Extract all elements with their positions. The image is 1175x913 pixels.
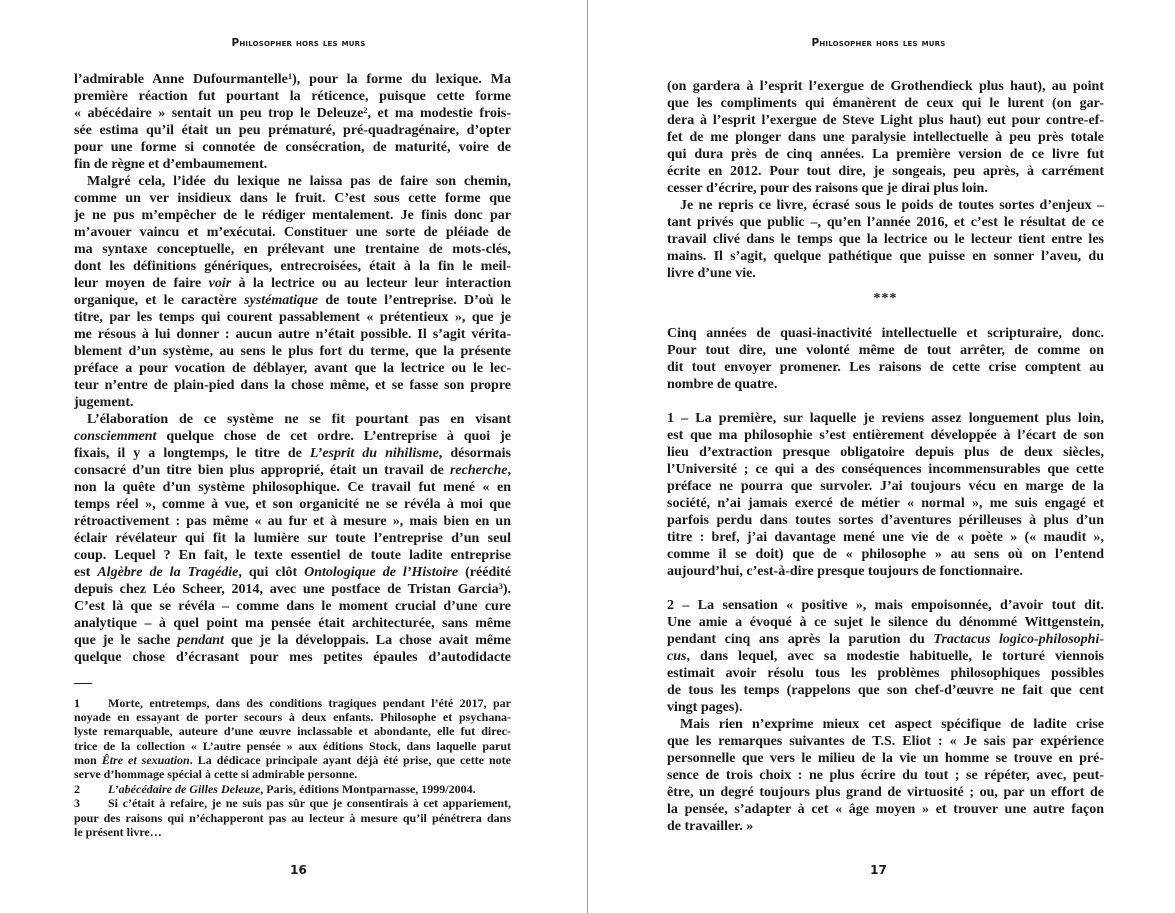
text-line xyxy=(74,445,511,462)
text-line xyxy=(74,649,511,666)
text-run: que les compliments qui émanèrent de ceux qui le lurent (on gar- xyxy=(667,95,1104,111)
text-run: éclair révélateur qui fit la lumière sur toute l’entreprise d’un seul xyxy=(74,530,511,546)
text-line xyxy=(74,88,511,105)
text-line xyxy=(74,615,511,632)
text-line xyxy=(667,699,1104,716)
text-run: comme il se doit) que de « philosophe » au sens où on l’entend xyxy=(667,546,1104,562)
text-line xyxy=(74,190,511,207)
text-line xyxy=(74,71,511,88)
text-run: est que ma philosophie s’est entièrement développée à l’écart de son xyxy=(667,427,1104,443)
text-run: parfois perdu dans toutes sortes d’aventures périlleuses à plus d’un xyxy=(667,512,1104,528)
text-run: temps réel », comme à vue, et son organicité ne se révéla à moi que xyxy=(74,496,511,512)
text-run: quelque chose d’écrasant pour mes petites épaules d’autodidacte xyxy=(74,649,511,665)
text-line xyxy=(74,581,511,598)
text-run: de travailler. » xyxy=(667,818,754,834)
body-text xyxy=(74,71,511,666)
italic-text: pendant xyxy=(177,632,224,648)
text-line xyxy=(74,139,511,156)
text-line xyxy=(667,146,1104,163)
text-run: ), pour la forme du lexique. Ma xyxy=(292,71,512,87)
text-run: noyade en essayant de porter secours à deux enfants. Philosophe et psychana- xyxy=(74,709,511,724)
text-line xyxy=(667,325,1104,342)
text-line xyxy=(74,292,511,309)
footnote-number: 2 xyxy=(74,781,80,796)
text-line xyxy=(74,530,511,547)
text-run: nombre de quatre. xyxy=(667,376,778,392)
text-line xyxy=(74,428,511,445)
text-run: blement d’un système, au sens le plus fort du terme, que la présente xyxy=(74,343,511,359)
text-line xyxy=(74,241,511,258)
text-line xyxy=(74,564,511,581)
text-run: que je le sache xyxy=(74,632,178,648)
text-run: sée estima qu’il était un peu prématuré, pré-quadragénaire, d’opter xyxy=(74,122,511,138)
text-line xyxy=(74,724,511,738)
text-run: mon xyxy=(74,753,102,768)
text-line xyxy=(667,801,1104,818)
text-line xyxy=(74,710,511,724)
text-line xyxy=(667,546,1104,563)
text-line xyxy=(667,784,1104,801)
text-line xyxy=(74,598,511,615)
running-header: Philosopher hors les murs xyxy=(811,37,946,49)
text-line xyxy=(74,207,511,224)
text-run: l’admirable Anne Dufourmantelle xyxy=(74,71,288,87)
text-run: le présent livre… xyxy=(74,825,162,840)
text-run: fin de règne et d’embaumement. xyxy=(74,156,268,172)
text-run: personnelle que vers le milieu de la vie un homme se trouve en pré- xyxy=(667,750,1104,766)
text-run: pour une forme si connotée de consécration, de maturité, voire de xyxy=(74,139,511,155)
text-line xyxy=(667,180,1104,197)
text-run: que je la développais. La chose avait même xyxy=(223,632,511,648)
text-line xyxy=(74,513,511,530)
text-line xyxy=(667,512,1104,529)
text-run: aujourd’hui, c’est-à-dire presque toujours de fonctionnaire. xyxy=(667,563,1023,579)
text-line xyxy=(74,224,511,241)
text-run: cesser d’écrire, pour des raisons que je dirai plus loin. xyxy=(667,180,988,196)
text-run: (réédité xyxy=(458,564,512,580)
text-line xyxy=(74,462,511,479)
text-line xyxy=(74,156,511,173)
text-run: coup. Lequel ? En fait, le texte essentiel de toute ladite entreprise xyxy=(74,547,511,563)
text-line xyxy=(74,411,511,428)
text-run: , et ma modestie frois- xyxy=(367,105,512,121)
text-run: mains. Il s’agit, quelque pathétique que puisse en sonner l’aveu, du xyxy=(667,248,1104,264)
text-run: estimait avoir résolu tous les problèmes philosophiques possibles xyxy=(667,665,1104,681)
italic-text: cus xyxy=(667,648,687,664)
italic-text: voir xyxy=(208,275,232,291)
italic-text: Tractacus logico-philosophi- xyxy=(933,631,1104,647)
text-line xyxy=(667,163,1104,180)
text-line xyxy=(74,811,511,825)
text-run: de tous les temps (rappelons que son chef-d’œuvre ne fait que cent xyxy=(667,682,1104,698)
text-run: Si c’était à refaire, je ne suis pas sûr que je consentirais à cet appariement, xyxy=(108,796,511,811)
text-line xyxy=(667,648,1104,665)
text-run: Une amie a évoqué à ce sujet le silence du dénommé Wittgenstein, xyxy=(667,614,1104,630)
text-line xyxy=(74,496,511,513)
right-page xyxy=(588,0,1175,913)
text-line xyxy=(667,461,1104,478)
text-line xyxy=(667,197,1104,214)
text-line xyxy=(667,95,1104,112)
text-line xyxy=(74,782,511,796)
text-run: ). xyxy=(502,581,511,597)
text-run: , Paris, éditions Montparnasse, 1999/2004. xyxy=(260,781,476,796)
text-run: . La dédicace principale ayant déjà été prise, que cette note xyxy=(189,753,512,768)
text-run: depuis chez Léo Scheer, 2014, avec une postface de Tristan Garcia xyxy=(74,581,499,597)
text-run: titre : bref, j’ai davantage mené une vie de « poète » (« maudit », xyxy=(667,529,1104,545)
text-run: sence de trois choix : ne plus écrire du tout ; se répéter, avec, peut- xyxy=(667,767,1104,783)
text-run: Morte, entretemps, dans des conditions tragiques pendant l’été 2017, par xyxy=(108,695,511,710)
text-run: , désormais xyxy=(438,445,511,461)
footnote-reference[interactable]: 3 xyxy=(498,580,503,591)
text-run: livre d’une vie. xyxy=(667,265,756,281)
text-run: Malgré cela, l’idée du lexique ne laissa pas de faire son chemin, xyxy=(87,173,511,189)
text-line xyxy=(74,122,511,139)
text-run: m’avouer vaincu et m’exécutai. Constituer une sorte de pléiade de xyxy=(74,224,511,240)
text-line xyxy=(74,632,511,649)
text-run: , xyxy=(507,462,511,478)
text-run: fet de me plonger dans une paralysie intellectuelle à peu près totale xyxy=(667,129,1104,145)
text-run: dera à l’esprit l’exergue de Steve Light plus haut) eut pour contre-ef- xyxy=(667,112,1104,128)
text-run: la pensée, s’adapter à cet « âge moyen » et trouver une autre façon xyxy=(667,801,1104,817)
text-line xyxy=(74,377,511,394)
page-number: 16 xyxy=(290,863,307,877)
italic-text: consciemment xyxy=(74,428,157,444)
text-run: dit tout envoyer promener. Les raisons de cette crise comptent au xyxy=(667,359,1104,375)
text-line xyxy=(74,825,511,839)
body-text xyxy=(667,78,1104,835)
italic-text: Ontologique de l’Histoire xyxy=(304,564,459,580)
text-run: pour des raisons qui n’échapperont pas au lecteur à mesure qu’il pénétrera dans xyxy=(74,810,511,825)
text-line xyxy=(74,258,511,275)
text-run: , dans lequel, avec sa modestie habituelle, le torturé viennois xyxy=(686,648,1104,664)
page-number: 17 xyxy=(870,863,887,877)
text-line xyxy=(667,478,1104,495)
text-run: (on gardera à l’esprit l’exergue de Grothendieck plus haut), au point xyxy=(667,78,1104,94)
text-run: me résous à lui donner : aucun autre n’était possible. Il s’agit vérita- xyxy=(74,326,511,342)
text-run: de toute l’entreprise. D’où le xyxy=(318,292,511,308)
text-run: serve d’hommage spécial à cette si admirable personne. xyxy=(74,767,358,782)
text-run: teur n’entre de plain-pied dans la chose même, et se fasse son propre xyxy=(74,377,511,393)
paragraph-gap xyxy=(667,393,1104,410)
left-page xyxy=(0,0,587,913)
text-run: fixais, il y a longtemps, le titre de xyxy=(74,445,310,461)
text-run: vingt pages). xyxy=(667,699,743,715)
text-line xyxy=(74,309,511,326)
text-run: , qui clôt xyxy=(238,564,305,580)
text-run: ma syntaxe conceptuelle, en prélevant une trentaine de mots-clés, xyxy=(74,241,511,257)
text-run: rétroactivement : pas même « au fur et à mesure », mais bien en un xyxy=(74,513,511,529)
text-line xyxy=(667,78,1104,95)
text-line xyxy=(667,342,1104,359)
footnote-reference[interactable]: 1 xyxy=(287,70,293,81)
text-run: L’élaboration de ce système ne se fit pourtant pas en visant xyxy=(87,411,511,427)
text-run: consacré d’un titre bien plus approprié, était un travail de xyxy=(74,462,450,478)
text-line xyxy=(667,376,1104,393)
text-line xyxy=(74,696,511,710)
text-run: jugement. xyxy=(74,394,134,410)
text-line xyxy=(74,394,511,411)
text-line xyxy=(667,665,1104,682)
section-separator: *** xyxy=(873,290,898,306)
text-line xyxy=(74,105,511,122)
text-run: société, n’ai jamais exercé de métier « normal », me suis engagé et xyxy=(667,495,1104,511)
text-line xyxy=(667,563,1104,580)
text-line xyxy=(667,716,1104,733)
italic-text: Être et sexuation xyxy=(101,753,190,768)
text-run: dont les définitions génériques, entrecroisées, était à la fin le meil- xyxy=(74,258,511,274)
text-run: non la quête d’un système philosophique. Ce travail fut mené « en xyxy=(74,479,511,495)
text-line xyxy=(74,479,511,496)
text-run: leur moyen de faire xyxy=(74,275,209,291)
text-line xyxy=(74,753,511,767)
text-line xyxy=(74,275,511,292)
text-run: que les remarques suivantes de T.S. Eliot : « Je sais par expérience xyxy=(667,733,1104,749)
text-line xyxy=(667,410,1104,427)
text-line xyxy=(74,343,511,360)
running-header: Philosopher hors les murs xyxy=(231,37,366,49)
text-run: trice de la collection « L’autre pensée » aux éditions Stock, dans laquelle parut xyxy=(74,738,511,753)
text-run: analytique – à quel point ma pensée était architecturée, sans même xyxy=(74,615,511,631)
text-run: quelque chose de cet ordre. L’entreprise à quoi je xyxy=(156,428,511,444)
text-run: Mais rien n’exprime mieux cet aspect spécifique de ladite crise xyxy=(680,716,1104,732)
text-run: C’est là que se révéla – comme dans le moment crucial d’une cure xyxy=(74,598,511,614)
italic-text: L’abécédaire de Gilles Deleuze xyxy=(108,781,261,796)
text-line xyxy=(667,231,1104,248)
text-line xyxy=(667,444,1104,461)
text-run: travail clivé dans le temps que la lectrice ou le lecteur tient entre les xyxy=(667,231,1104,247)
text-line xyxy=(667,614,1104,631)
italic-text: systématique xyxy=(244,292,318,308)
text-line xyxy=(667,818,1104,835)
text-run: Cinq années de quasi-inactivité intellectuelle et scripturaire, donc. xyxy=(667,325,1104,341)
text-line xyxy=(74,360,511,377)
text-run: « abécédaire » sentait un peu trop le Deleuze xyxy=(74,105,364,121)
text-line xyxy=(667,733,1104,750)
text-run: qui dura près de cinq années. La première version de ce livre fut xyxy=(667,146,1104,162)
text-line xyxy=(667,129,1104,146)
text-line xyxy=(667,214,1104,231)
text-line xyxy=(74,796,511,810)
text-line xyxy=(667,597,1104,614)
text-line xyxy=(667,682,1104,699)
text-line xyxy=(667,112,1104,129)
text-line xyxy=(74,547,511,564)
text-run: lieu d’extraction presque obligatoire depuis plus de deux siècles, xyxy=(667,444,1104,460)
paragraph-gap xyxy=(667,580,1104,597)
text-line xyxy=(667,495,1104,512)
text-run: préface ne pourra que survoler. J’ai toujours vécu en marge de la xyxy=(667,478,1104,494)
text-line xyxy=(74,739,511,753)
text-run: écrite en 2012. Pour tout dire, je songeais, peu après, à carrément xyxy=(667,163,1104,179)
text-line xyxy=(667,631,1104,648)
text-run: titre, par les temps qui courent passablement « prétentieux », que je xyxy=(74,309,511,325)
italic-text: recherche xyxy=(449,462,508,478)
text-run: 2 – La sensation « positive », mais empoisonnée, d’avoir tout dit. xyxy=(667,597,1104,613)
text-run: tant privés que public –, qu’en l’année 2016, et c’est le résultat de ce xyxy=(667,214,1104,230)
text-run: organique, et le caractère xyxy=(74,292,245,308)
italic-text: Algèbre de la Tragédie xyxy=(97,564,239,580)
footnote-number: 1 xyxy=(74,695,80,710)
text-run: je ne pus m’empêcher de le rédiger mentalement. Je finis donc par xyxy=(74,207,511,223)
text-run: pendant cinq ans après la parution du xyxy=(667,631,934,647)
text-line xyxy=(74,767,511,781)
italic-text: L’esprit du nihilisme xyxy=(309,445,439,461)
text-run: à la lectrice ou au lecteur leur interaction xyxy=(231,275,511,291)
text-run: être, un degré toujours plus grand de virtuosité ; ou, par un effort de xyxy=(667,784,1104,800)
text-line xyxy=(74,326,511,343)
text-line xyxy=(667,248,1104,265)
text-run: Pour tout dire, une volonté même de tout arrêter, de comme on xyxy=(667,342,1104,358)
text-line xyxy=(667,750,1104,767)
footnotes xyxy=(74,696,511,840)
text-run: l’Université ; ce qui a des conséquences incommensurables que cette xyxy=(667,461,1104,477)
text-line xyxy=(667,359,1104,376)
text-line xyxy=(667,265,1104,282)
text-line xyxy=(667,427,1104,444)
footnote-number: 3 xyxy=(74,796,80,811)
text-run: comme un ver insidieux dans le fruit. C’est sous cette forme que xyxy=(74,190,511,206)
text-run: lyste remarquable, auteure d’une œuvre inclassable et abondante, elle fut direc- xyxy=(74,724,511,739)
text-run: Je ne repris ce livre, écrasé sous le poids de toutes sortes d’enjeux – xyxy=(680,197,1104,213)
text-run: est xyxy=(74,564,98,580)
text-line xyxy=(667,529,1104,546)
text-run: première réaction fut pourtant la réticence, puisque cette forme xyxy=(74,88,511,104)
text-run: préface a pour vocation de déblayer, avant que la lectrice ou le lec- xyxy=(74,360,511,376)
footnote-reference[interactable]: 2 xyxy=(363,104,368,115)
text-line xyxy=(74,173,511,190)
text-run: 1 – La première, sur laquelle je reviens assez longuement plus loin, xyxy=(667,410,1104,426)
text-line xyxy=(667,767,1104,784)
footnote-divider xyxy=(74,683,92,684)
